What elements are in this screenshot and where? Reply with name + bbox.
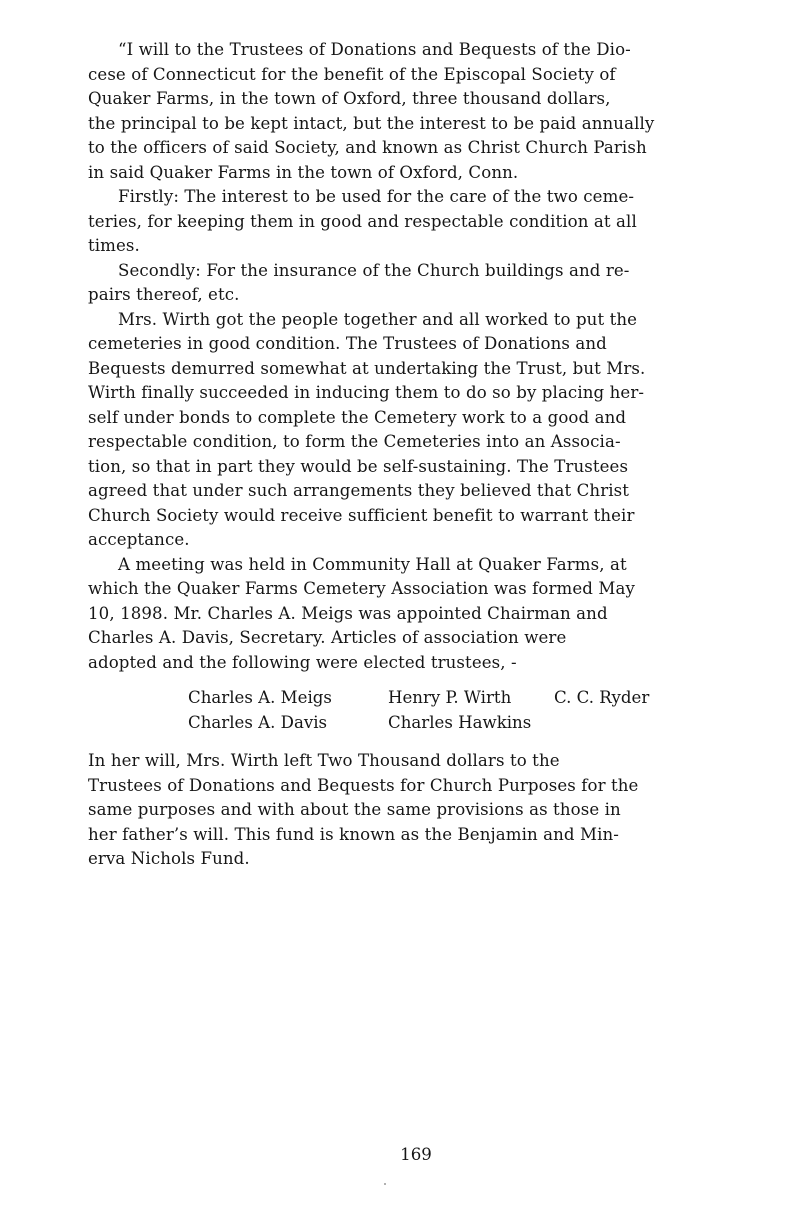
text-line: In her will, Mrs. Wirth left Two Thousand dollars to the <box>88 751 560 770</box>
text-line: Secondly: For the insurance of the Church buildings and re- <box>118 260 630 280</box>
trustee-name: Charles Hawkins <box>388 713 532 732</box>
text-line: Quaker Farms, in the town of Oxford, three thousand dollars, <box>88 89 611 108</box>
text-line: pairs thereof, etc. <box>88 285 240 304</box>
text-line: same purposes and with about the same provisions as those in <box>88 800 621 819</box>
text-line: in said Quaker Farms in the town of Oxford, Conn. <box>88 162 519 182</box>
text-line: self under bonds to complete the Cemetery work to a good and <box>88 407 627 427</box>
text-line: Firstly: The interest to be used for the care of the two ceme- <box>118 187 635 206</box>
text-line: agreed that under such arrangements they believed that Christ <box>88 481 630 500</box>
text-line: adopted and the following were elected trustees, - <box>88 652 517 672</box>
text-line: Church Society would receive sufficient benefit to warrant their <box>88 505 635 525</box>
text-line: Wirth finally succeeded in inducing them to do so by placing her- <box>88 383 645 402</box>
paragraph-meeting <box>88 553 760 676</box>
text-line: tion, so that in part they would be self-sustaining. The Trustees <box>88 456 629 476</box>
scan-speck <box>384 1183 386 1185</box>
text-line: to the officers of said Society, and known as Christ Church Parish <box>88 138 647 157</box>
text-line: cemeteries in good condition. The Trustees of Donations and <box>88 334 607 353</box>
paragraph-will-quote <box>88 38 760 185</box>
text-line: acceptance. <box>88 530 190 549</box>
text-line: which the Quaker Farms Cemetery Association was formed May <box>88 579 635 598</box>
paragraph-secondly <box>88 259 760 308</box>
trustee-name: C. C. Ryder <box>554 688 650 707</box>
text-line: Bequests demurred somewhat at undertaking the Trust, but Mrs. <box>88 358 646 378</box>
paragraph-firstly <box>88 185 760 259</box>
text-line: erva Nichols Fund. <box>88 849 250 868</box>
text-line: Mrs. Wirth got the people together and all worked to put the <box>118 309 638 329</box>
text-line: 10, 1898. Mr. Charles A. Meigs was appointed Chairman and <box>88 603 608 623</box>
text-line: “I will to the Trustees of Donations and Bequests of the Dio- <box>118 40 631 59</box>
text-line: Charles A. Davis, Secretary. Articles of association were <box>88 628 567 647</box>
text-line: her father’s will. This fund is known as the Benjamin and Min- <box>88 824 620 844</box>
text-line: cese of Connecticut for the benefit of the Episcopal Society of <box>88 64 616 84</box>
text-line: Trustees of Donations and Bequests for Church Purposes for the <box>88 775 639 795</box>
text-line: times. <box>88 236 140 255</box>
paragraph-her-will <box>88 749 760 872</box>
trustee-name: Henry P. Wirth <box>388 688 512 707</box>
page-number: 169 <box>400 1145 432 1164</box>
text-line: respectable condition, to form the Cemeteries into an Associa- <box>88 432 621 451</box>
trustee-empty <box>554 710 694 735</box>
text-line: teries, for keeping them in good and respectable condition at all <box>88 211 637 231</box>
page-body <box>88 38 760 872</box>
trustee-name: Charles A. Meigs <box>188 688 332 707</box>
text-line: A meeting was held in Community Hall at Quaker Farms, at <box>118 554 627 574</box>
trustees-list <box>188 685 760 735</box>
paragraph-mrs-wirth <box>88 308 760 553</box>
trustee-name: Charles A. Davis <box>188 713 328 732</box>
text-line: the principal to be kept intact, but the interest to be paid annually <box>88 113 655 133</box>
